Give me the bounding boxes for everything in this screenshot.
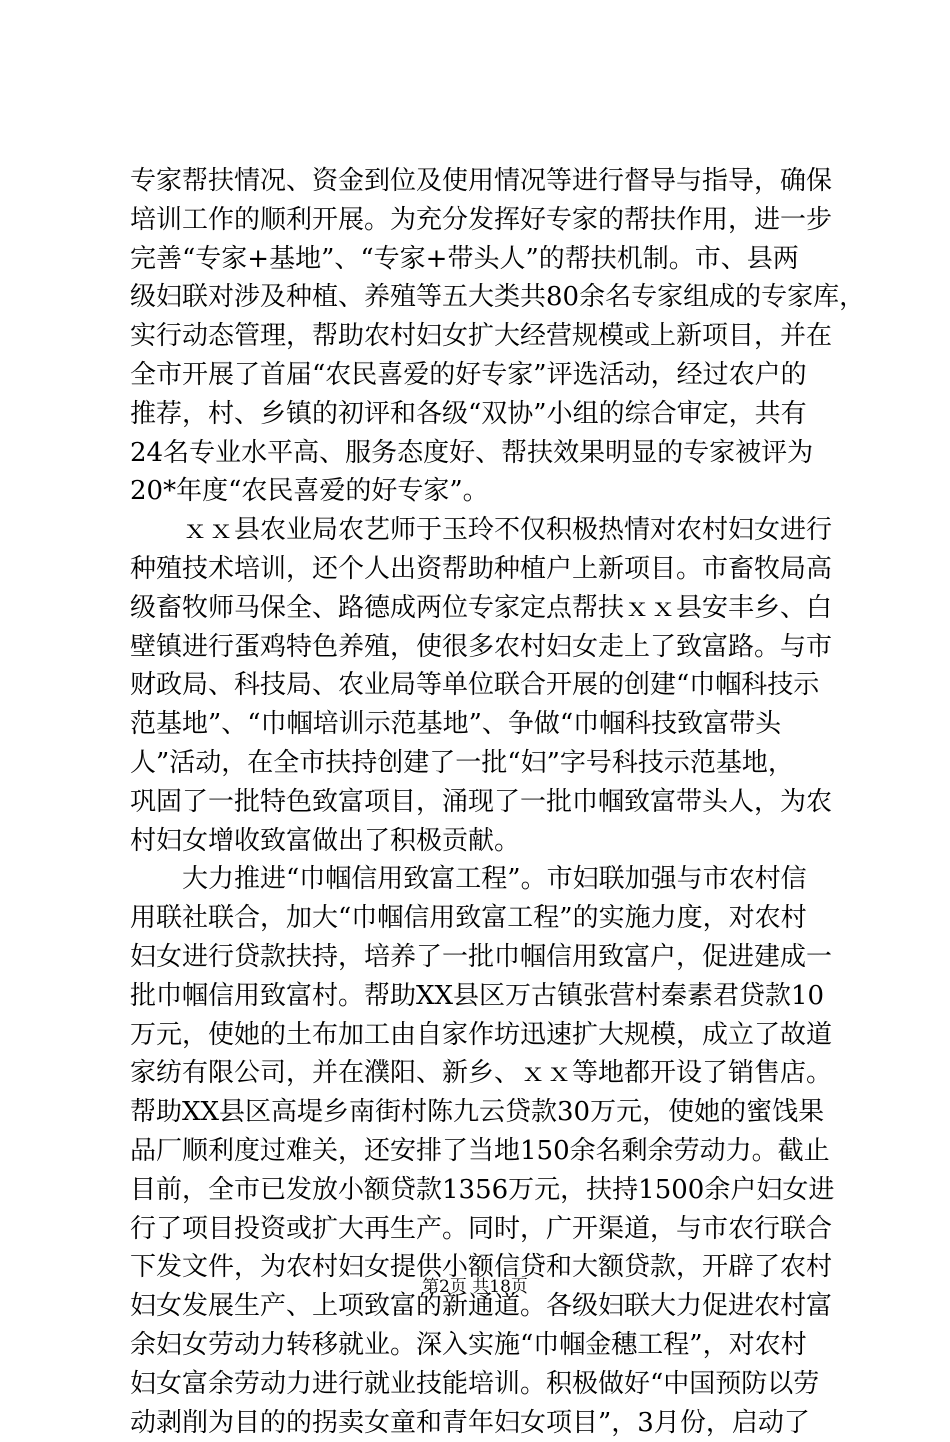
text-line: 万元，使她的土布加工由自家作坊迅速扩大规模，成立了故道 xyxy=(130,1016,830,1055)
text-line: 动剥削为目的的拐卖女童和青年妇女项目”，3月份，启动了 xyxy=(130,1404,830,1442)
text-line: 目前，全市已发放小额贷款1356万元，扶持1500余户妇女进 xyxy=(130,1171,830,1210)
text-line: 用联社联合，加大“巾帼信用致富工程”的实施力度，对农村 xyxy=(130,899,830,938)
text-line: 巩固了一批特色致富项目，涌现了一批巾帼致富带头人，为农 xyxy=(130,783,830,822)
text-line: ｘｘ县农业局农艺师于玉玲不仅积极热情对农村妇女进行 xyxy=(130,511,830,550)
text-line: 行了项目投资或扩大再生产。同时，广开渠道，与市农行联合 xyxy=(130,1210,830,1249)
body-text xyxy=(130,162,830,1442)
text-line: 全市开展了首届“农民喜爱的好专家”评选活动，经过农户的 xyxy=(130,356,830,395)
text-line: 余妇女劳动力转移就业。深入实施“巾帼金穗工程”，对农村 xyxy=(130,1326,830,1365)
text-line: 批巾帼信用致富村。帮助XX县区万古镇张营村秦素君贷款10 xyxy=(130,977,830,1016)
text-line: 妇女富余劳动力进行就业技能培训。积极做好“中国预防以劳 xyxy=(130,1365,830,1404)
text-line: 家纺有限公司，并在濮阳、新乡、ｘｘ等地都开设了销售店。 xyxy=(130,1054,830,1093)
text-line: 完善“专家+基地”、“专家+带头人”的帮扶机制。市、县两 xyxy=(130,240,830,279)
text-line: 级妇联对涉及种植、养殖等五大类共80余名专家组成的专家库， xyxy=(130,278,830,317)
text-line: 培训工作的顺利开展。为充分发挥好专家的帮扶作用，进一步 xyxy=(130,201,830,240)
text-line: 帮助XX县区高堤乡南街村陈九云贷款30万元，使她的蜜饯果 xyxy=(130,1093,830,1132)
text-line: 财政局、科技局、农业局等单位联合开展的创建“巾帼科技示 xyxy=(130,666,830,705)
text-line: 实行动态管理，帮助农村妇女扩大经营规模或上新项目，并在 xyxy=(130,317,830,356)
text-line: 下发文件，为农村妇女提供小额信贷和大额贷款，开辟了农村 xyxy=(130,1248,830,1287)
text-line: 级畜牧师马保全、路德成两位专家定点帮扶ｘｘ县安丰乡、白 xyxy=(130,589,830,628)
text-line: 人”活动，在全市扶持创建了一批“妇”字号科技示范基地， xyxy=(130,744,830,783)
text-line: 专家帮扶情况、资金到位及使用情况等进行督导与指导，确保 xyxy=(130,162,830,201)
text-line: 品厂顺利度过难关，还安排了当地150余名剩余劳动力。截止 xyxy=(130,1132,830,1171)
text-line: 妇女进行贷款扶持，培养了一批巾帼信用致富户，促进建成一 xyxy=(130,938,830,977)
text-line: 24名专业水平高、服务态度好、帮扶效果明显的专家被评为 xyxy=(130,434,830,473)
text-line: 大力推进“巾帼信用致富工程”。市妇联加强与市农村信 xyxy=(130,860,830,899)
text-line: 壁镇进行蛋鸡特色养殖，使很多农村妇女走上了致富路。与市 xyxy=(130,628,830,667)
text-line: 妇女发展生产、上项致富的新通道。各级妇联大力促进农村富 xyxy=(130,1287,830,1326)
text-line: 20*年度“农民喜爱的好专家”。 xyxy=(130,472,830,511)
text-line: 村妇女增收致富做出了积极贡献。 xyxy=(130,822,830,861)
text-line: 种殖技术培训，还个人出资帮助种植户上新项目。市畜牧局高 xyxy=(130,550,830,589)
page-footer: 第2页 共18页 xyxy=(0,1276,950,1298)
text-line: 范基地”、“巾帼培训示范基地”、争做“巾帼科技致富带头 xyxy=(130,705,830,744)
text-line: 推荐，村、乡镇的初评和各级“双协”小组的综合审定，共有 xyxy=(130,395,830,434)
